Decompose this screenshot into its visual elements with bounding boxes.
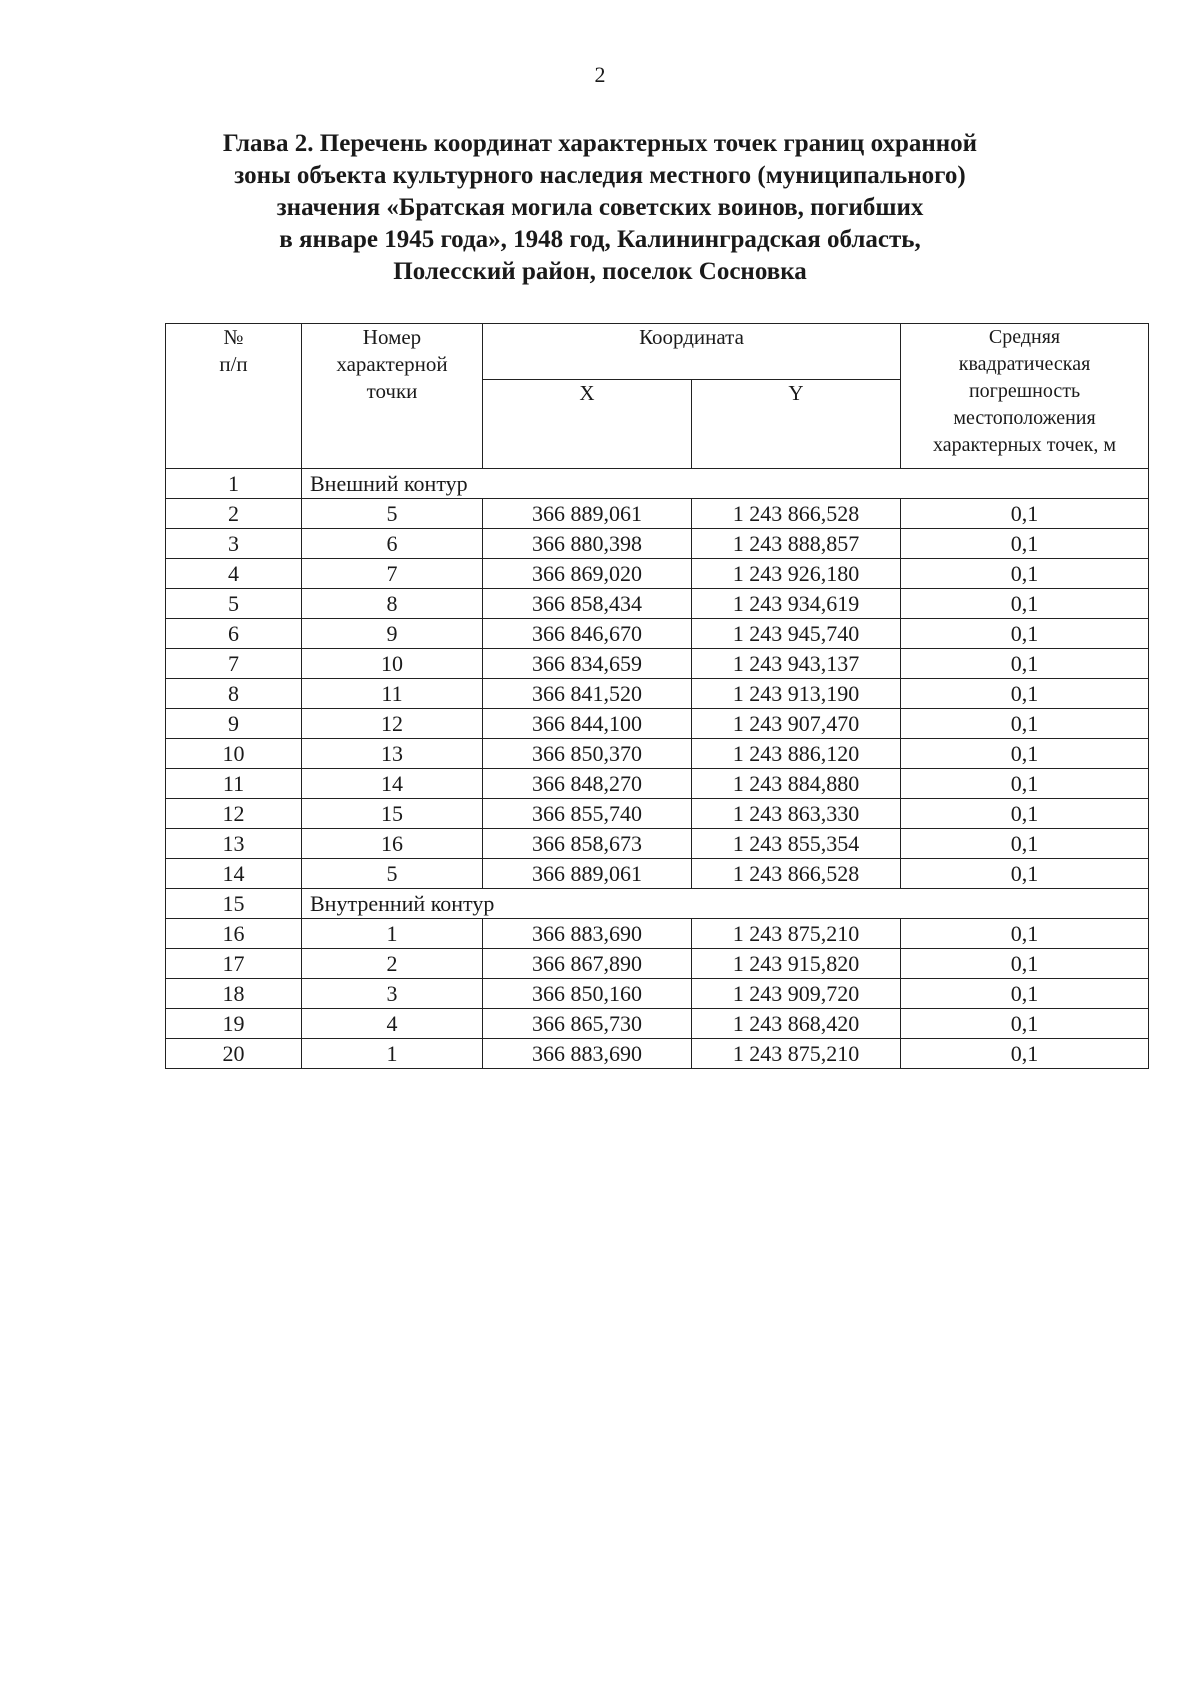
- x-coordinate-cell: 366 834,659: [483, 649, 692, 679]
- row-number-cell: 10: [166, 739, 302, 769]
- error-cell: 0,1: [901, 619, 1149, 649]
- header-error-line: Средняя: [988, 326, 1061, 348]
- row-number-cell: 4: [166, 559, 302, 589]
- x-coordinate-cell: 366 850,160: [483, 979, 692, 1009]
- row-number-cell: 12: [166, 799, 302, 829]
- error-cell: 0,1: [901, 559, 1149, 589]
- x-coordinate-cell: 366 883,690: [483, 1039, 692, 1069]
- y-coordinate-cell: 1 243 943,137: [692, 649, 901, 679]
- row-number-cell: 5: [166, 589, 302, 619]
- point-number-cell: 15: [302, 799, 483, 829]
- document-title: [150, 128, 1050, 288]
- x-coordinate-cell: 366 846,670: [483, 619, 692, 649]
- point-number-cell: 16: [302, 829, 483, 859]
- point-number-cell: 6: [302, 529, 483, 559]
- section-row: [166, 889, 1149, 919]
- table-row: [166, 559, 1149, 589]
- x-coordinate-cell: 366 858,434: [483, 589, 692, 619]
- row-number-cell: 6: [166, 619, 302, 649]
- table-row: [166, 919, 1149, 949]
- y-coordinate-cell: 1 243 863,330: [692, 799, 901, 829]
- x-coordinate-cell: 366 889,061: [483, 499, 692, 529]
- header-num-line: п/п: [219, 352, 248, 376]
- table-row: [166, 799, 1149, 829]
- header-point: [302, 324, 483, 469]
- error-cell: 0,1: [901, 979, 1149, 1009]
- error-cell: 0,1: [901, 949, 1149, 979]
- point-number-cell: 10: [302, 649, 483, 679]
- point-number-cell: 5: [302, 499, 483, 529]
- x-coordinate-cell: 366 869,020: [483, 559, 692, 589]
- row-number-cell: 19: [166, 1009, 302, 1039]
- point-number-cell: 11: [302, 679, 483, 709]
- y-coordinate-cell: 1 243 886,120: [692, 739, 901, 769]
- y-coordinate-cell: 1 243 888,857: [692, 529, 901, 559]
- table-row: [166, 859, 1149, 889]
- table-row: [166, 649, 1149, 679]
- table-row: [166, 589, 1149, 619]
- table-row: [166, 979, 1149, 1009]
- y-coordinate-cell: 1 243 866,528: [692, 499, 901, 529]
- row-number-cell: 14: [166, 859, 302, 889]
- table-row: [166, 739, 1149, 769]
- title-line: зоны объекта культурного наследия местного (муниципального): [234, 162, 966, 189]
- header-num-line: №: [223, 325, 244, 349]
- error-cell: 0,1: [901, 799, 1149, 829]
- row-number-cell: 1: [166, 469, 302, 499]
- point-number-cell: 1: [302, 919, 483, 949]
- table-row: [166, 1009, 1149, 1039]
- point-number-cell: 5: [302, 859, 483, 889]
- row-number-cell: 8: [166, 679, 302, 709]
- coordinates-table: [165, 323, 1149, 1069]
- point-number-cell: 9: [302, 619, 483, 649]
- row-number-cell: 17: [166, 949, 302, 979]
- point-number-cell: 13: [302, 739, 483, 769]
- row-number-cell: 18: [166, 979, 302, 1009]
- y-coordinate-cell: 1 243 875,210: [692, 1039, 901, 1069]
- section-label-cell: Внешний контур: [302, 469, 1149, 499]
- error-cell: 0,1: [901, 709, 1149, 739]
- point-number-cell: 4: [302, 1009, 483, 1039]
- y-coordinate-cell: 1 243 915,820: [692, 949, 901, 979]
- header-error: [901, 324, 1149, 469]
- point-number-cell: 1: [302, 1039, 483, 1069]
- y-coordinate-cell: 1 243 907,470: [692, 709, 901, 739]
- y-coordinate-cell: 1 243 926,180: [692, 559, 901, 589]
- row-number-cell: 13: [166, 829, 302, 859]
- x-coordinate-cell: 366 880,398: [483, 529, 692, 559]
- header-point-line: Номер: [362, 325, 422, 349]
- x-coordinate-cell: 366 844,100: [483, 709, 692, 739]
- row-number-cell: 7: [166, 649, 302, 679]
- header-y: Y: [692, 380, 901, 469]
- error-cell: 0,1: [901, 769, 1149, 799]
- y-coordinate-cell: 1 243 934,619: [692, 589, 901, 619]
- table-row: [166, 499, 1149, 529]
- header-error-line: погрешность: [968, 380, 1081, 402]
- x-coordinate-cell: 366 889,061: [483, 859, 692, 889]
- title-line: Полесский район, поселок Сосновка: [393, 258, 807, 285]
- error-cell: 0,1: [901, 919, 1149, 949]
- y-coordinate-cell: 1 243 945,740: [692, 619, 901, 649]
- section-label-cell: Внутренний контур: [302, 889, 1149, 919]
- row-number-cell: 20: [166, 1039, 302, 1069]
- point-number-cell: 14: [302, 769, 483, 799]
- table-row: [166, 769, 1149, 799]
- table-row: [166, 949, 1149, 979]
- y-coordinate-cell: 1 243 909,720: [692, 979, 901, 1009]
- point-number-cell: 12: [302, 709, 483, 739]
- header-error-line: квадратическая: [958, 353, 1091, 375]
- error-cell: 0,1: [901, 649, 1149, 679]
- page-number: 2: [594, 62, 606, 87]
- error-cell: 0,1: [901, 679, 1149, 709]
- error-cell: 0,1: [901, 499, 1149, 529]
- y-coordinate-cell: 1 243 866,528: [692, 859, 901, 889]
- error-cell: 0,1: [901, 1009, 1149, 1039]
- y-coordinate-cell: 1 243 884,880: [692, 769, 901, 799]
- header-point-line: характерной: [336, 352, 448, 376]
- table-row: [166, 529, 1149, 559]
- header-num: [166, 324, 302, 469]
- row-number-cell: 11: [166, 769, 302, 799]
- x-coordinate-cell: 366 855,740: [483, 799, 692, 829]
- header-error-line: характерных точек, м: [933, 434, 1116, 456]
- table-row: [166, 1039, 1149, 1069]
- error-cell: 0,1: [901, 529, 1149, 559]
- row-number-cell: 15: [166, 889, 302, 919]
- error-cell: 0,1: [901, 859, 1149, 889]
- x-coordinate-cell: 366 867,890: [483, 949, 692, 979]
- point-number-cell: 7: [302, 559, 483, 589]
- row-number-cell: 9: [166, 709, 302, 739]
- row-number-cell: 16: [166, 919, 302, 949]
- x-coordinate-cell: 366 850,370: [483, 739, 692, 769]
- title-line: значения «Братская могила советских воинов, погибших: [276, 194, 924, 221]
- y-coordinate-cell: 1 243 855,354: [692, 829, 901, 859]
- section-row: [166, 469, 1149, 499]
- x-coordinate-cell: 366 848,270: [483, 769, 692, 799]
- table-row: [166, 679, 1149, 709]
- header-coordinate: Координата: [483, 324, 901, 380]
- title-line: Глава 2. Перечень координат характерных точек границ охранной: [222, 130, 978, 157]
- header-error-line: местоположения: [953, 407, 1096, 429]
- point-number-cell: 2: [302, 949, 483, 979]
- x-coordinate-cell: 366 858,673: [483, 829, 692, 859]
- point-number-cell: 3: [302, 979, 483, 1009]
- title-line: в январе 1945 года», 1948 год, Калининградская область,: [279, 226, 921, 253]
- error-cell: 0,1: [901, 739, 1149, 769]
- x-coordinate-cell: 366 841,520: [483, 679, 692, 709]
- table-row: [166, 829, 1149, 859]
- y-coordinate-cell: 1 243 868,420: [692, 1009, 901, 1039]
- y-coordinate-cell: 1 243 913,190: [692, 679, 901, 709]
- table-row: [166, 619, 1149, 649]
- x-coordinate-cell: 366 883,690: [483, 919, 692, 949]
- error-cell: 0,1: [901, 1039, 1149, 1069]
- error-cell: 0,1: [901, 589, 1149, 619]
- header-x: X: [483, 380, 692, 469]
- header-point-line: точки: [366, 379, 418, 403]
- y-coordinate-cell: 1 243 875,210: [692, 919, 901, 949]
- row-number-cell: 2: [166, 499, 302, 529]
- row-number-cell: 3: [166, 529, 302, 559]
- table-body: [166, 469, 1149, 1069]
- x-coordinate-cell: 366 865,730: [483, 1009, 692, 1039]
- error-cell: 0,1: [901, 829, 1149, 859]
- table-row: [166, 709, 1149, 739]
- point-number-cell: 8: [302, 589, 483, 619]
